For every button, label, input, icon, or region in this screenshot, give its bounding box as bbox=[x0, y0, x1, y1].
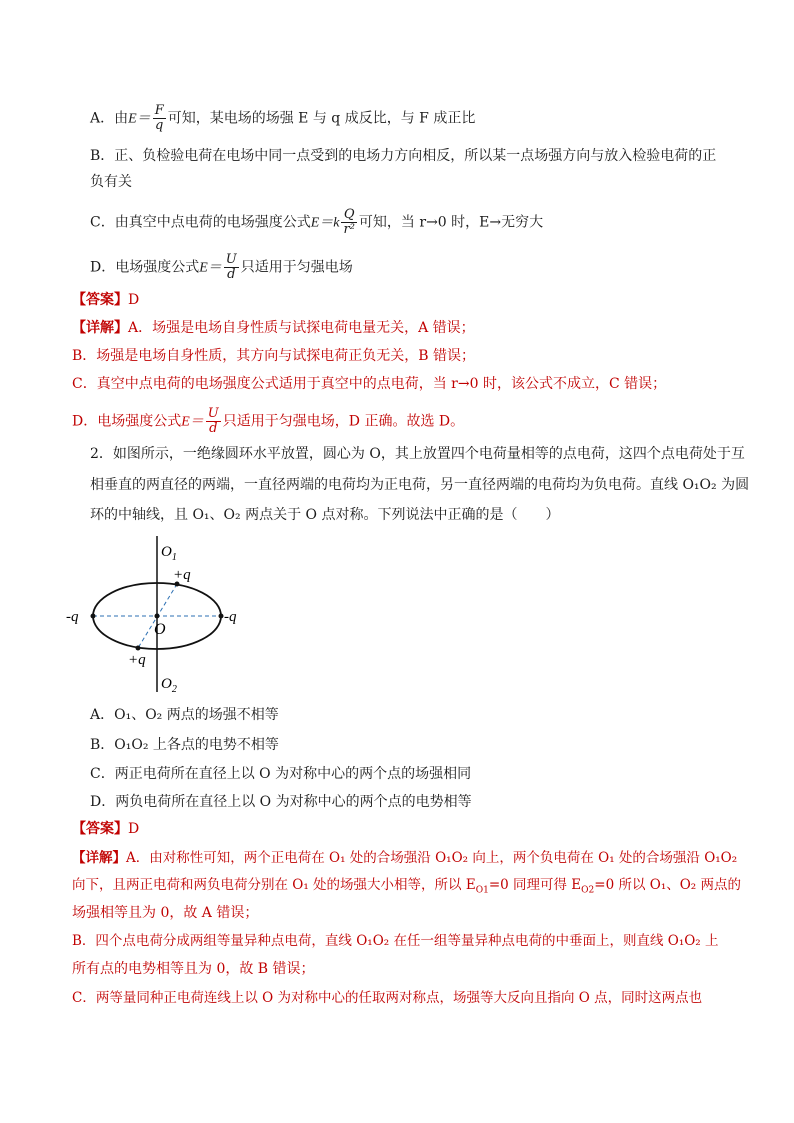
formula-eq: E＝ bbox=[199, 260, 222, 276]
answer-label: 【答案】 bbox=[72, 821, 128, 837]
fraction-denominator: q bbox=[155, 118, 164, 133]
option-c-prefix: C．由真空中点电荷的电场强度公式 bbox=[90, 214, 311, 231]
formula-eq: E＝k bbox=[310, 215, 340, 231]
fraction-numerator: Q bbox=[341, 208, 356, 223]
formula-fraction bbox=[206, 407, 221, 436]
fraction-denominator: r² bbox=[343, 222, 355, 237]
label-neg-right: -q bbox=[224, 609, 237, 625]
detail-text: A．由对称性可知，两个正电荷在 O₁ 处的合场强沿 O₁O₂ 向上，两个负电荷在 O₁ 处的合场强沿 O₁O₂ bbox=[126, 850, 738, 866]
option-d-suffix: 只适用于匀强电场 bbox=[240, 259, 353, 276]
detail-d-suffix: 只适用于匀强电场，D 正确。故选 D。 bbox=[222, 413, 465, 430]
q1-detail-a bbox=[72, 318, 475, 338]
q1-detail-c: C．真空中点电荷的电场强度公式适用于真空中的点电荷，当 r→0 时，该公式不成立，C 错误； bbox=[72, 376, 667, 392]
q2-detail-a-line3: 场强相等且为 0，故 A 错误； bbox=[72, 905, 259, 921]
label-o: O bbox=[154, 621, 166, 638]
fraction-denominator: d bbox=[227, 267, 236, 282]
subscript: O2 bbox=[581, 885, 595, 896]
q2-detail-a-line2 bbox=[72, 875, 741, 901]
answer-label: 【答案】 bbox=[72, 292, 128, 308]
q2-option-a[interactable]: A．O₁、O₂ 两点的场强不相等 bbox=[90, 707, 279, 723]
formula-fraction bbox=[224, 253, 239, 282]
q1-option-a[interactable] bbox=[90, 104, 475, 133]
option-a-suffix: 可知，某电场的场强 E 与 q 成反比，与 F 成正比 bbox=[167, 110, 476, 127]
fraction-numerator: U bbox=[225, 252, 237, 267]
label-neg-left: -q bbox=[66, 609, 79, 625]
subscript: O1 bbox=[475, 885, 489, 896]
detail-text: =0 所以 O₁、O₂ 两点的 bbox=[594, 877, 742, 893]
q2-stem-line1: 2．如图所示，一绝缘圆环水平放置，圆心为 O，其上放置四个电荷量相等的点电荷，这四个点电荷处于互 bbox=[90, 446, 745, 462]
detail-d-prefix: D．电场强度公式 bbox=[72, 413, 182, 430]
formula-fraction bbox=[341, 208, 356, 237]
negative-charge-right bbox=[219, 614, 224, 619]
option-c-suffix: 可知，当 r→0 时，E→无穷大 bbox=[358, 214, 544, 231]
label-o1: $O_1$ bbox=[161, 544, 177, 563]
q2-stem-line2: 相垂直的两直径的两端，一直径两端的电荷均为正电荷，另一直径两端的电荷均为负电荷。直线 O₁O₂ 为圆 bbox=[90, 477, 750, 493]
formula-eq: E＝ bbox=[181, 414, 204, 430]
q2-option-b[interactable]: B．O₁O₂ 上各点的电势不相等 bbox=[90, 737, 279, 753]
q1-detail-d bbox=[72, 407, 464, 436]
charge-ring-diagram bbox=[66, 536, 256, 698]
q2-detail-a-line1 bbox=[72, 848, 737, 868]
positive-charge-bottom bbox=[136, 646, 141, 651]
answer-value: D bbox=[128, 292, 140, 308]
detail-text: A．场强是电场自身性质与试探电荷电量无关，A 错误； bbox=[128, 320, 475, 336]
fraction-numerator: F bbox=[154, 103, 164, 118]
q1-option-b[interactable]: B．正、负检验电荷在电场中同一点受到的电场力方向相反，所以某一点场强方向与放入检验电荷的正 bbox=[90, 148, 717, 164]
answer-value: D bbox=[128, 821, 140, 837]
detail-label: 【详解】 bbox=[72, 320, 128, 336]
q1-option-b-cont: 负有关 bbox=[90, 174, 132, 190]
q2-detail-b-line1: B．四个点电荷分成两组等量异种点电荷，直线 O₁O₂ 在任一组等量异种点电荷的中垂面上，则直线 O₁O₂ 上 bbox=[72, 933, 719, 949]
fraction-numerator: U bbox=[207, 406, 219, 421]
detail-label: 【详解】 bbox=[72, 850, 126, 866]
q2-option-d[interactable]: D．两负电荷所在直径上以 O 为对称中心的两个点的电势相等 bbox=[90, 794, 472, 810]
option-d-prefix: D．电场强度公式 bbox=[90, 259, 200, 276]
formula-eq: E＝ bbox=[128, 111, 151, 127]
q2-option-c[interactable]: C．两正电荷所在直径上以 O 为对称中心的两个点的场强相同 bbox=[90, 766, 472, 782]
label-o2: $O_2$ bbox=[161, 676, 177, 695]
negative-charge-left bbox=[91, 614, 96, 619]
option-a-prefix: A．由 bbox=[90, 110, 129, 127]
label-pos-bottom: +q bbox=[128, 652, 146, 668]
q1-option-d[interactable] bbox=[90, 253, 353, 282]
detail-text: =0 同理可得 E bbox=[488, 877, 582, 893]
detail-text: 向下，且两正电荷和两负电荷分别在 O₁ 处的场强大小相等，所以 E bbox=[72, 877, 476, 893]
q1-detail-b: B．场强是电场自身性质，其方向与试探电荷正负无关，B 错误； bbox=[72, 348, 476, 364]
center-point bbox=[155, 614, 160, 619]
q1-option-c[interactable] bbox=[90, 208, 543, 237]
q2-answer bbox=[72, 819, 139, 839]
q2-stem-line3: 环的中轴线，且 O₁、O₂ 两点关于 O 点对称。下列说法中正确的是（ ） bbox=[90, 507, 560, 523]
q2-detail-b-line2: 所有点的电势相等且为 0，故 B 错误； bbox=[72, 961, 315, 977]
fraction-denominator: d bbox=[209, 421, 218, 436]
label-pos-top: +q bbox=[173, 567, 191, 583]
q2-detail-c-line1: C．两等量同种正电荷连线上以 O 为对称中心的任取两对称点，场强等大反向且指向 O 点，同时这两点也 bbox=[72, 990, 703, 1006]
q1-answer bbox=[72, 290, 139, 310]
formula-fraction bbox=[153, 104, 166, 133]
